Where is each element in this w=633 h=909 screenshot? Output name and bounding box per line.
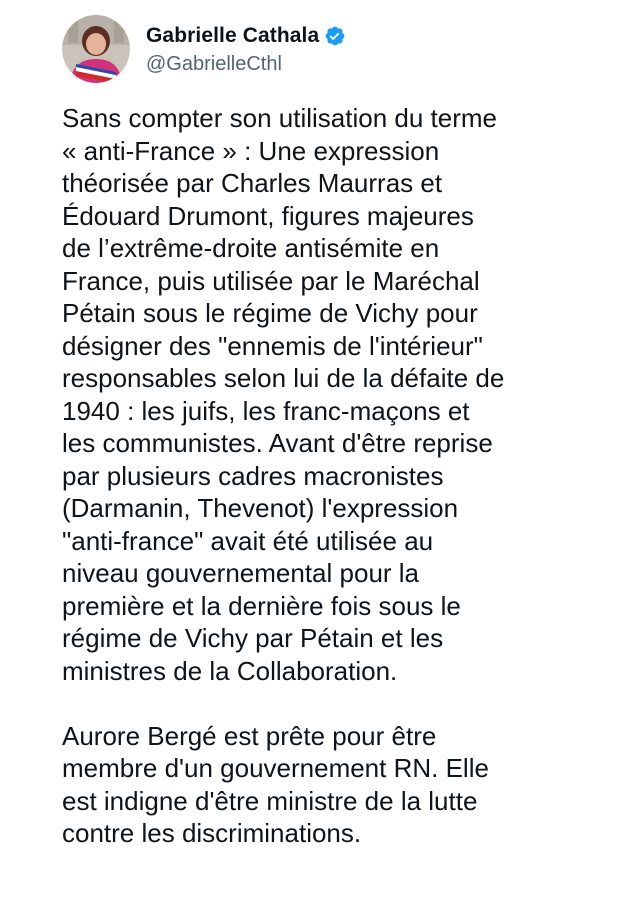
- text-line: théorisée par Charles Maurras et: [62, 168, 443, 198]
- name-row: [146, 21, 346, 51]
- verified-badge-icon: [324, 25, 346, 47]
- text-line: (Darmanin, Thevenot) l'expression: [62, 493, 459, 523]
- text-line: contre les discriminations.: [62, 818, 362, 848]
- text-line: les communistes. Avant d'être reprise: [62, 428, 493, 458]
- person-avatar-icon: [62, 15, 130, 83]
- text-line: ministres de la Collaboration.: [62, 655, 398, 686]
- text-line: Pétain sous le régime de Vichy pour: [62, 298, 478, 328]
- text-line: responsables selon lui de la défaite de: [62, 363, 505, 393]
- text-line: "anti-france" avait été utilisée au: [62, 525, 434, 556]
- text-line: Édouard Drumont, figures majeures: [62, 200, 474, 231]
- text-line: niveau gouvernemental pour la: [62, 558, 420, 588]
- text-line: est indigne d'être ministre de la lutte: [62, 785, 478, 816]
- tweet-paragraph-2: [62, 720, 627, 850]
- text-line: Sans compter son utilisation du terme: [62, 103, 497, 133]
- text-line: de l’extrême-droite antisémite en: [62, 233, 440, 263]
- text-line: désigner des "ennemis de l'intérieur": [62, 330, 483, 361]
- text-line: première et la dernière fois sous le: [62, 590, 461, 621]
- tweet-header: [62, 14, 346, 84]
- display-name[interactable]: Gabrielle Cathala: [146, 24, 320, 47]
- tweet-paragraph-1: [62, 102, 627, 687]
- text-line: membre d'un gouvernement RN. Elle: [62, 753, 489, 783]
- text-line: France, puis utilisée par le Maréchal: [62, 265, 480, 296]
- avatar[interactable]: [62, 15, 130, 83]
- user-handle[interactable]: @GabrielleCthl: [146, 53, 282, 75]
- text-line: régime de Vichy par Pétain et les: [62, 623, 444, 653]
- tweet-text: [62, 102, 627, 850]
- user-names: [146, 21, 346, 77]
- text-line: Aurore Bergé est prête pour être: [62, 720, 437, 751]
- text-line: 1940 : les juifs, les franc-maçons et: [62, 395, 470, 426]
- text-line: par plusieurs cadres macronistes: [62, 460, 444, 491]
- text-line: « anti-France » : Une expression: [62, 135, 440, 166]
